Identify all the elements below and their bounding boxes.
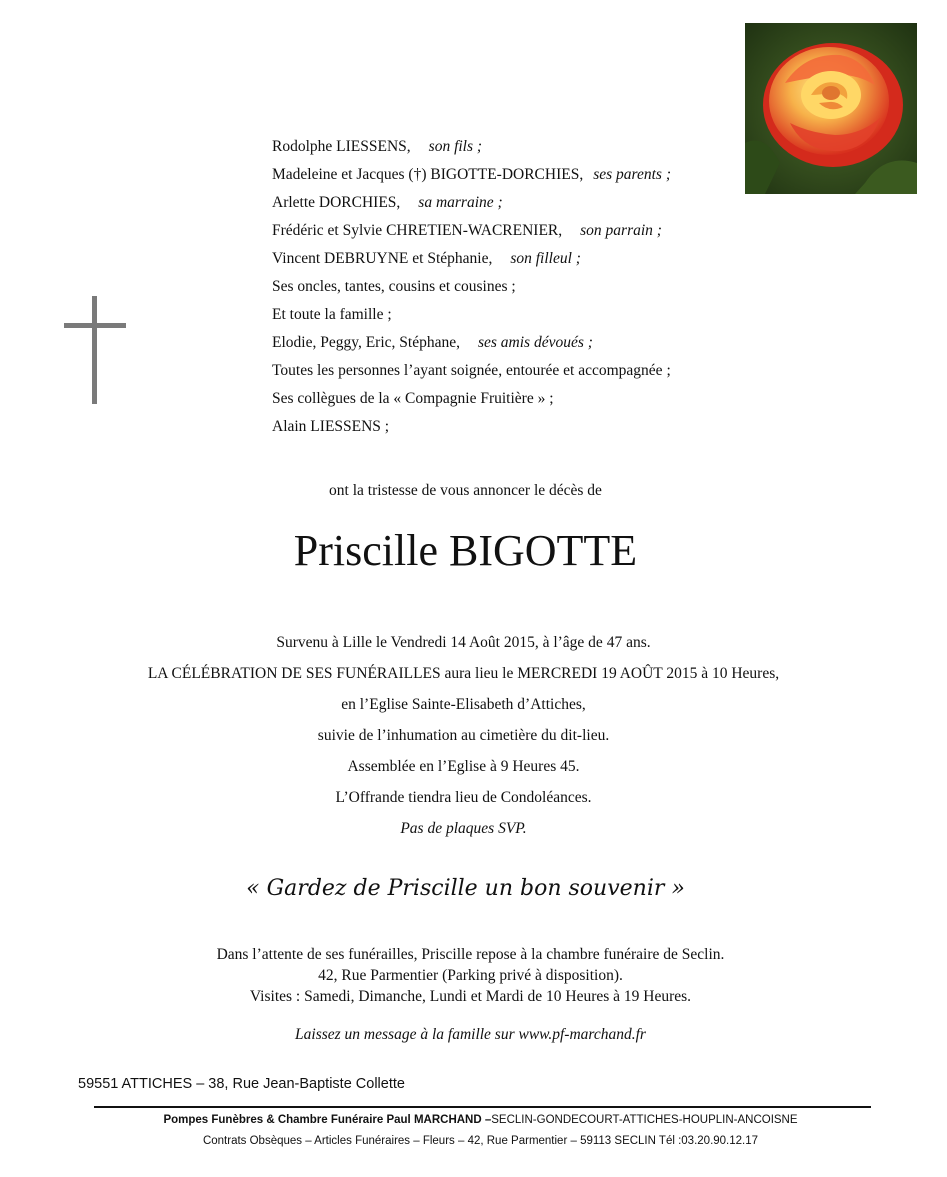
funeral-details: [0, 627, 937, 844]
company-name: Pompes Funèbres & Chambre Funéraire Paul MARCHAND –: [163, 1114, 492, 1126]
message-link[interactable]: Laissez un message à la famille sur www.pf-marchand.fr: [295, 1026, 646, 1043]
footer-company: [7, 1114, 947, 1126]
family-row: Ses collègues de la « Compagnie Fruitière » ;: [272, 390, 554, 407]
details-line: suivie de l’inhumation au cimetière du dit-lieu.: [317, 727, 610, 744]
details-line: L’Offrande tiendra lieu de Condoléances.: [335, 789, 592, 806]
cross-icon: [64, 296, 126, 406]
family-row: Et toute la famille ;: [272, 306, 392, 323]
details-line: en l’Eglise Sainte-Elisabeth d’Attiches,: [341, 696, 586, 713]
family-row: Rodolphe LIESSENS, son fils ;: [272, 138, 483, 155]
visit-line: 42, Rue Parmentier (Parking privé à disposition).: [318, 967, 623, 984]
company-locations: SECLIN-GONDECOURT-ATTICHES-HOUPLIN-ANCOISNE: [491, 1114, 798, 1126]
family-row: Toutes les personnes l’ayant soignée, entourée et accompagnée ;: [272, 362, 671, 379]
visit-line: Dans l’attente de ses funérailles, Priscille repose à la chambre funéraire de Seclin.: [216, 946, 725, 963]
family-row: Frédéric et Sylvie CHRETIEN-WACRENIER, son parrain ;: [272, 222, 662, 239]
details-line: Assemblée en l’Eglise à 9 Heures 45.: [347, 758, 580, 775]
family-row: Vincent DEBRUYNE et Stéphanie, son filleul ;: [272, 250, 581, 267]
visit-info: [0, 944, 944, 1007]
deceased-name: Priscille BIGOTTE: [293, 526, 638, 575]
announcement-text: ont la tristesse de vous annoncer le décès de: [329, 482, 602, 499]
family-row: Arlette DORCHIES, sa marraine ;: [272, 194, 503, 211]
details-line: Survenu à Lille le Vendredi 14 Août 2015, à l’âge de 47 ans.: [276, 634, 651, 651]
family-row: Elodie, Peggy, Eric, Stéphane, ses amis dévoués ;: [272, 334, 593, 351]
family-row: Ses oncles, tantes, cousins et cousines ;: [272, 278, 516, 295]
rose-photo: [745, 23, 917, 194]
family-list: [272, 133, 671, 441]
details-line: Pas de plaques SVP.: [400, 820, 527, 837]
visit-line: Visites : Samedi, Dimanche, Lundi et Mardi de 10 Heures à 19 Heures.: [249, 988, 692, 1005]
address-text: 59551 ATTICHES – 38, Rue Jean-Baptiste Collette: [78, 1076, 405, 1092]
details-line: LA CÉLÉBRATION DE SES FUNÉRAILLES aura lieu le MERCREDI 19 AOÛT 2015 à 10 Heures,: [147, 665, 780, 682]
family-row: Madeleine et Jacques (†) BIGOTTE-DORCHIES, ses parents ;: [272, 166, 671, 183]
family-row: Alain LIESSENS ;: [272, 418, 390, 435]
footer-divider: [94, 1106, 871, 1108]
footer-services: Contrats Obsèques – Articles Funéraires – Fleurs – 42, Rue Parmentier – 59113 SECLIN Tél :03.20.90.12.17: [202, 1135, 759, 1147]
memorial-quote: « Gardez de Priscille un bon souvenir »: [246, 876, 685, 901]
